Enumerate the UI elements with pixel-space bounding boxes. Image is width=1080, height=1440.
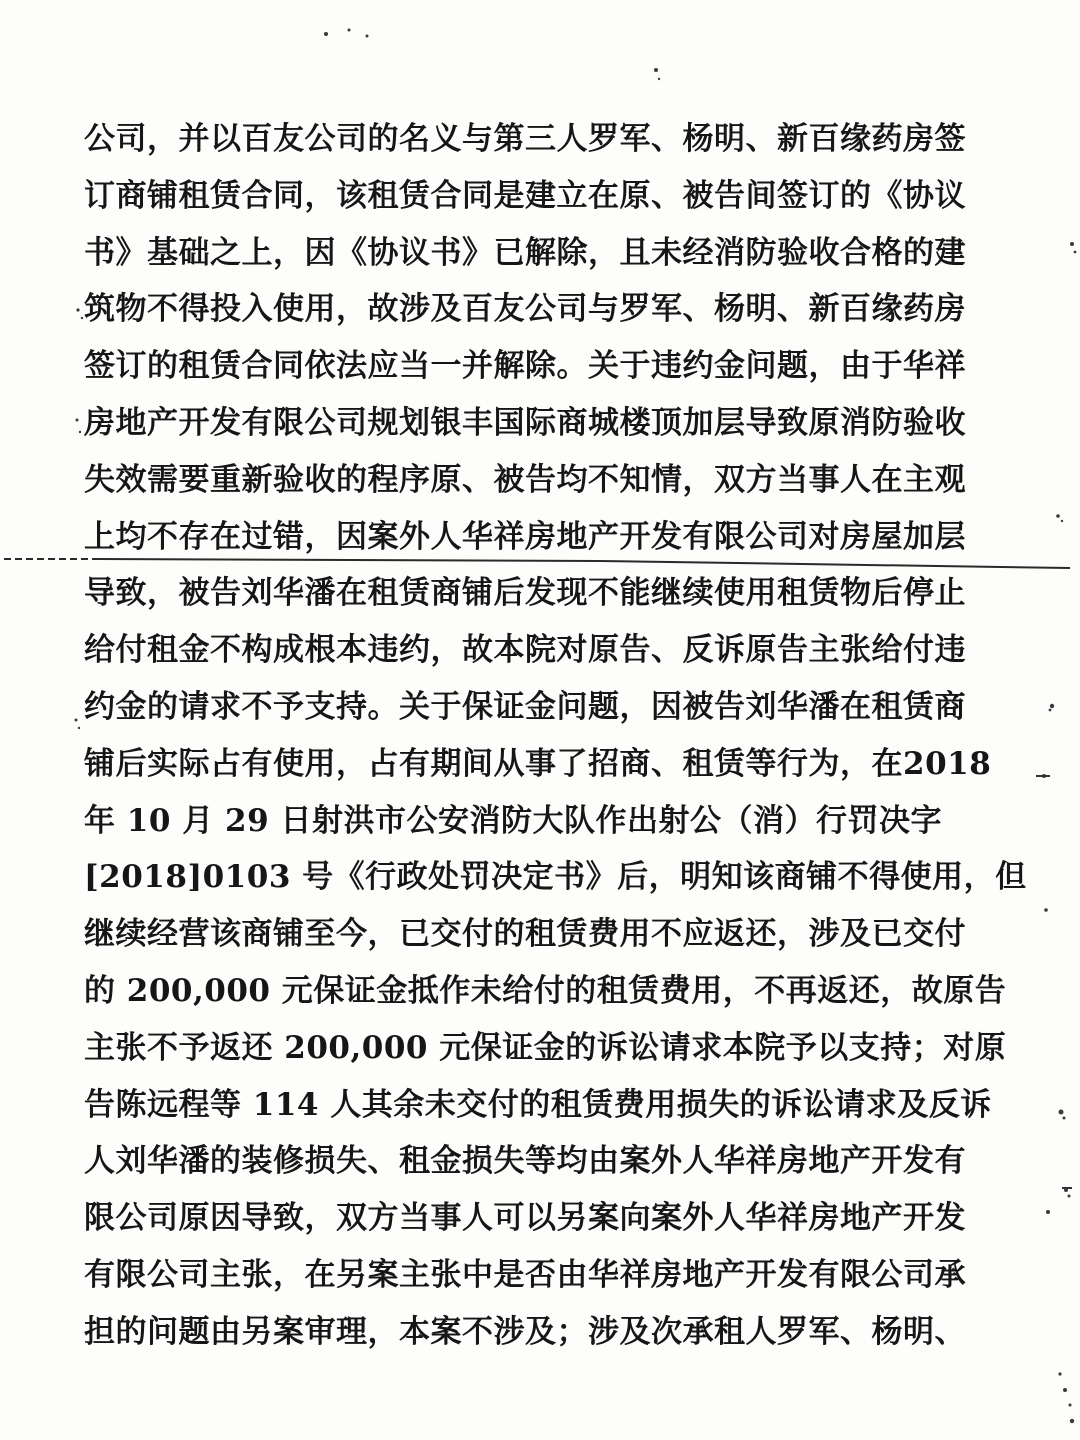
text-line: 约金的请求不予支持。关于保证金问题，因被告刘华潘在租赁商	[84, 688, 966, 725]
text-line: 失效需要重新验收的程序原、被告均不知情，双方当事人在主观	[84, 461, 966, 498]
text-line: 上均不存在过错，因案外人华祥房地产开发有限公司对房屋加层	[84, 518, 966, 555]
body-text	[84, 115, 1027, 1365]
text-line: 告陈远程等 114 人其余未交付的租赁费用损失的诉讼请求及反诉	[84, 1086, 992, 1123]
pen-underline-stroke	[0, 556, 1080, 574]
text-line: [2018]0103 号《行政处罚决定书》后，明知该商铺不得使用，但	[84, 859, 1027, 896]
text-line: 房地产开发有限公司规划银丰国际商城楼顶加层导致原消防验收	[84, 404, 966, 441]
text-line: 担的问题由另案审理，本案不涉及；涉及次承租人罗军、杨明、	[84, 1313, 966, 1350]
text-line: 有限公司主张，在另案主张中是否由华祥房地产开发有限公司承	[84, 1256, 966, 1293]
text-line: 的 200,000 元保证金抵作未给付的租赁费用，不再返还，故原告	[84, 972, 1007, 1009]
text-line: 筑物不得投入使用，故涉及百友公司与罗军、杨明、新百缘药房	[84, 291, 966, 328]
text-line: 主张不予返还 200,000 元保证金的诉讼请求本院予以支持；对原	[84, 1029, 1007, 1066]
text-line: 公司，并以百友公司的名义与第三人罗军、杨明、新百缘药房签	[84, 121, 966, 157]
text-line: 订商铺租赁合同，该租赁合同是建立在原、被告间签订的《协议	[84, 177, 966, 214]
text-line: 人刘华潘的装修损失、租金损失等均由案外人华祥房地产开发有	[84, 1143, 966, 1180]
text-line: 给付租金不构成根本违约，故本院对原告、反诉原告主张给付违	[84, 632, 966, 669]
text-line: 导致，被告刘华潘在租赁商铺后发现不能继续使用租赁物后停止	[84, 575, 966, 612]
text-line: 书》基础之上，因《协议书》已解除，且未经消防验收合格的建	[84, 234, 966, 271]
text-line: 继续经营该商铺至今，已交付的租赁费用不应返还，涉及已交付	[84, 916, 966, 953]
text-line: 签订的租赁合同依法应当一并解除。关于违约金问题，由于华祥	[84, 348, 966, 385]
text-line: 年 10 月 29 日射洪市公安消防大队作出射公（消）行罚决字	[84, 802, 942, 839]
text-line: 铺后实际占有使用，占有期间从事了招商、租赁等行为，在2018	[84, 745, 992, 782]
text-line: 限公司原因导致，双方当事人可以另案向案外人华祥房地产开发	[84, 1200, 966, 1237]
